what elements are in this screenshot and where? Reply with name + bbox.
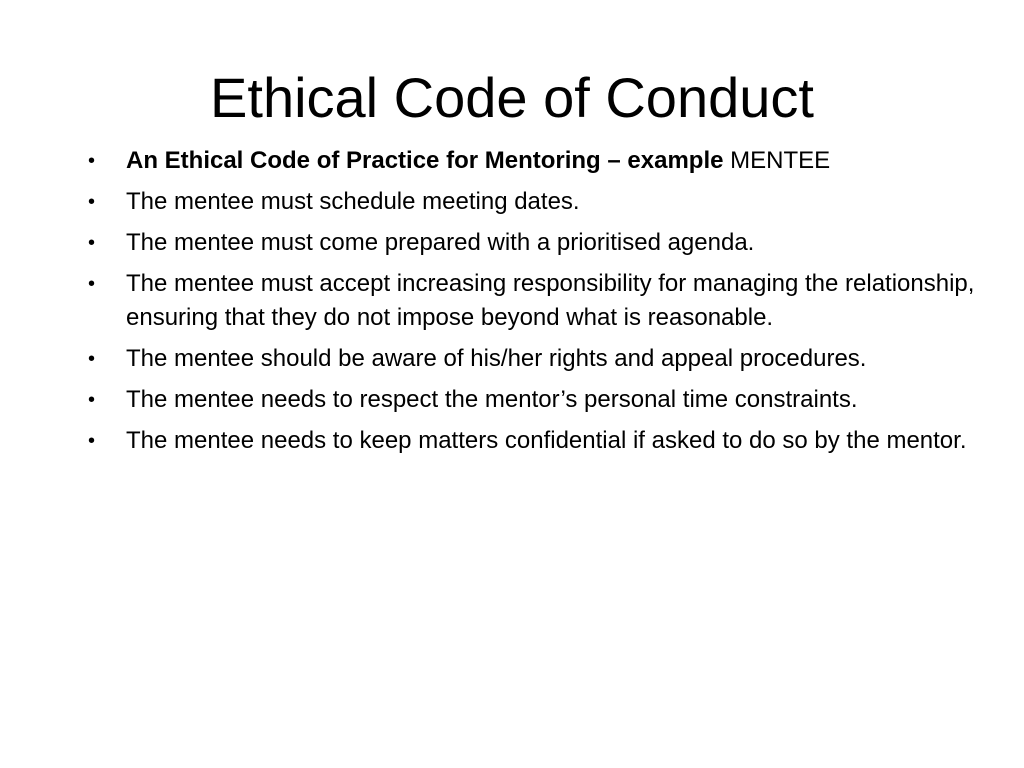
- intro-normal-text: MENTEE: [730, 147, 831, 174]
- bullet-text: The mentee must come prepared with a prioritised agenda.: [126, 229, 755, 256]
- bullet-text-intro: [126, 144, 1013, 178]
- bullet-item: [88, 226, 1013, 260]
- bullet-icon: •: [88, 273, 96, 295]
- bullet-icon: •: [88, 191, 96, 213]
- bullet-text: The mentee must schedule meeting dates.: [126, 188, 580, 215]
- bullet-icon: •: [88, 348, 96, 370]
- intro-bold-text: An Ethical Code of Practice for Mentoring – example: [126, 147, 724, 174]
- bullet-icon: •: [88, 232, 96, 254]
- bullet-text: The mentee needs to respect the mentor’s personal time constraints.: [126, 386, 858, 413]
- bullet-item: [88, 383, 1013, 417]
- bullet-item: [88, 424, 1013, 458]
- bullet-item: [88, 267, 1013, 335]
- bullet-item-intro: [88, 144, 1013, 178]
- bullet-list: [88, 144, 1013, 465]
- bullet-icon: •: [88, 389, 96, 411]
- bullet-text: The mentee needs to keep matters confidential if asked to do so by the mentor.: [126, 427, 967, 454]
- bullet-item: [88, 342, 1013, 376]
- bullet-icon: •: [88, 430, 96, 452]
- bullet-text: The mentee should be aware of his/her rights and appeal procedures.: [126, 345, 867, 372]
- bullet-icon: •: [88, 150, 96, 172]
- bullet-item: [88, 185, 1013, 219]
- bullet-text: The mentee must accept increasing responsibility for managing the relationship, ensuring that they do not impose beyond what is reasonable.: [126, 270, 975, 331]
- slide-title: Ethical Code of Conduct: [210, 66, 814, 129]
